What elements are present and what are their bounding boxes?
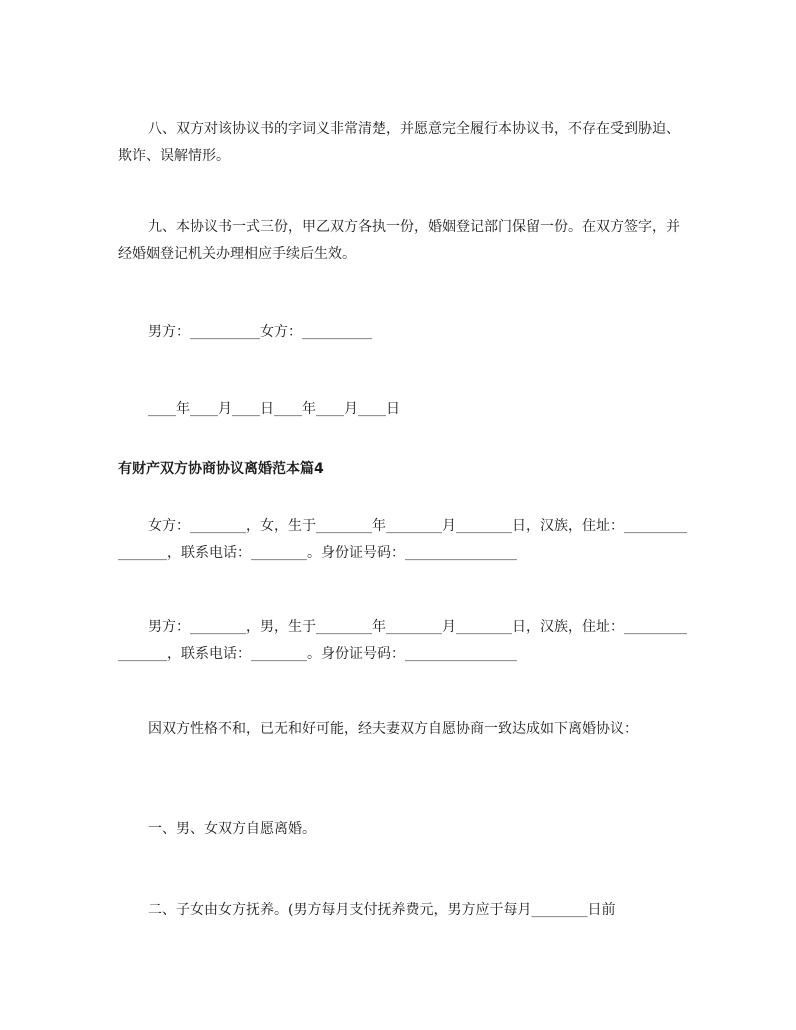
clause-two: 二、子女由女方抚养。(男方每月支付抚养费元，男方应于每月________日前 [148,902,616,918]
clause-eight: 八、双方对该协议书的字词义非常清楚，并愿意完全履行本协议书，不存在受到胁迫、欺诈、误解情形。 [118,121,680,164]
signature-line: 男方：__________女方：__________ [148,324,372,340]
husband-info: 男方：________，男，生于________年________月________日，汉族，住址：________________，联系电话：________。身份证号码：________________ [118,619,687,662]
preamble: 因双方性格不和，已无和好可能，经夫妻双方自愿协商一致达成如下离婚协议： [148,721,638,737]
clause-one: 一、男、女双方自愿离婚。 [148,821,316,837]
date-line: ____年____月____日____年____月____日 [148,401,400,417]
section-heading: 有财产双方协商协议离婚范本篇4 [118,461,324,477]
clause-nine: 九、本协议书一式三份，甲乙双方各执一份，婚姻登记部门保留一份。在双方签字，并经婚姻登记机关办理相应手续后生效。 [118,219,680,262]
wife-info: 女方：________，女，生于________年________月________日，汉族，住址：________________，联系电话：________。身份证号码：________________ [118,518,687,561]
